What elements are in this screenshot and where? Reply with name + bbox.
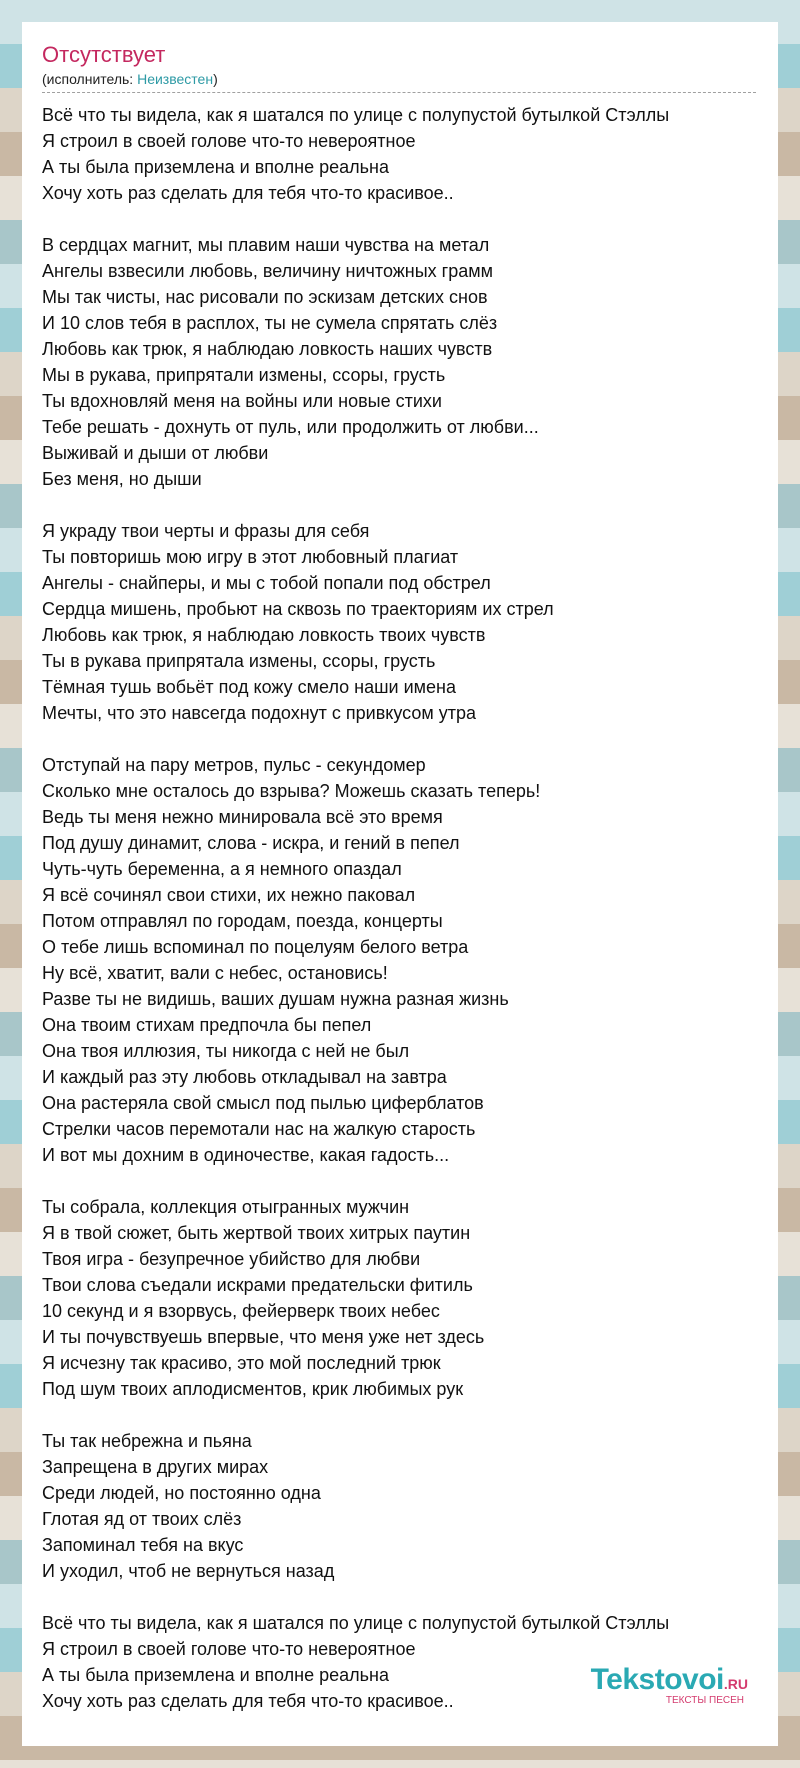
lyric-line: 10 секунд и я взорвусь, фейерверк твоих небес xyxy=(42,1301,440,1321)
logo-wordmark: Tekstovoi xyxy=(590,1663,724,1696)
lyric-line: И уходил, чтоб не вернуться назад xyxy=(42,1561,335,1581)
lyric-line: Запоминал тебя на вкус xyxy=(42,1535,244,1555)
lyric-line: О тебе лишь вспоминал по поцелуям белого ветра xyxy=(42,937,469,957)
performer-suffix: ) xyxy=(213,71,218,87)
lyric-line: В сердцах магнит, мы плавим наши чувства на метал xyxy=(42,235,490,255)
site-logo[interactable] xyxy=(591,1665,748,1706)
performer-line xyxy=(42,70,756,93)
lyric-line: Любовь как трюк, я наблюдаю ловкость наших чувств xyxy=(42,339,493,359)
lyric-line: Она твоим стихам предпочла бы пепел xyxy=(42,1015,372,1035)
lyric-line: Мы в рукава, припрятали измены, ссоры, грусть xyxy=(42,365,446,385)
lyric-line: Без меня, но дыши xyxy=(42,469,202,489)
lyric-line: Я всё сочинял свои стихи, их нежно паковал xyxy=(42,885,416,905)
lyric-line: Ведь ты меня нежно минировала всё это время xyxy=(42,807,443,827)
lyric-line: Хочу хоть раз сделать для тебя что-то красивое.. xyxy=(42,1691,454,1711)
lyric-line: Тебе решать - дохнуть от пуль, или продолжить от любви... xyxy=(42,417,539,437)
lyric-line: Она твоя иллюзия, ты никогда с ней не был xyxy=(42,1041,410,1061)
lyric-line: Среди людей, но постоянно одна xyxy=(42,1483,321,1503)
lyric-line: Она растеряла свой смысл под пылью циферблатов xyxy=(42,1093,484,1113)
lyric-line: И ты почувствуешь впервые, что меня уже нет здесь xyxy=(42,1327,485,1347)
lyric-line: А ты была приземлена и вполне реальна xyxy=(42,1665,389,1685)
lyric-line: Твои слова съедали искрами предательски фитиль xyxy=(42,1275,473,1295)
lyric-line: Запрещена в других мирах xyxy=(42,1457,269,1477)
lyric-line: Я строил в своей голове что-то невероятное xyxy=(42,131,416,151)
lyric-line: Ангелы взвесили любовь, величину ничтожных грамм xyxy=(42,261,494,281)
lyric-line: Отступай на пару метров, пульс - секундомер xyxy=(42,755,426,775)
lyric-line: Под душу динамит, слова - искра, и гений в пепел xyxy=(42,833,460,853)
lyric-line: Мечты, что это навсегда подохнут с привкусом утра xyxy=(42,703,477,723)
logo-tld: .RU xyxy=(723,1676,748,1692)
lyrics-body xyxy=(42,102,758,1714)
stanza-break xyxy=(42,492,758,518)
lyric-line: Я строил в своей голове что-то невероятное xyxy=(42,1639,416,1659)
lyric-line: И 10 слов тебя в расплох, ты не сумела спрятать слёз xyxy=(42,313,498,333)
lyric-line: Глотая яд от твоих слёз xyxy=(42,1509,242,1529)
lyric-line: Хочу хоть раз сделать для тебя что-то красивое.. xyxy=(42,183,454,203)
lyric-line: Ты повторишь мою игру в этот любовный плагиат xyxy=(42,547,459,567)
lyric-line: Ну всё, хватит, вали с небес, остановись! xyxy=(42,963,388,983)
lyric-line: Под шум твоих аплодисментов, крик любимых рук xyxy=(42,1379,464,1399)
lyric-line: Мы так чисты, нас рисовали по эскизам детских снов xyxy=(42,287,488,307)
lyrics-card xyxy=(22,22,778,1746)
lyric-line: Сердца мишень, пробьют на сквозь по траекториям их стрел xyxy=(42,599,554,619)
stanza-break xyxy=(42,726,758,752)
lyric-line: Чуть-чуть беременна, а я немного опаздал xyxy=(42,859,402,879)
lyric-line: Тёмная тушь вобьёт под кожу смело наши имена xyxy=(42,677,456,697)
performer-prefix: (исполнитель: xyxy=(42,71,138,87)
lyric-line: Твоя игра - безупречное убийство для любви xyxy=(42,1249,421,1269)
lyric-line: Ты так небрежна и пьяна xyxy=(42,1431,252,1451)
lyric-line: Ты собрала, коллекция отыгранных мужчин xyxy=(42,1197,410,1217)
performer-link[interactable]: Неизвестен xyxy=(137,71,214,87)
lyric-line: Я в твой сюжет, быть жертвой твоих хитрых паутин xyxy=(42,1223,471,1243)
logo-tagline: ТЕКСТЫ ПЕСЕН xyxy=(665,1695,744,1706)
lyric-line: Сколько мне осталось до взрыва? Можешь сказать теперь! xyxy=(42,781,541,801)
stanza-break xyxy=(42,1402,758,1428)
lyric-line: Ты вдохновляй меня на войны или новые стихи xyxy=(42,391,442,411)
stanza-break xyxy=(42,1168,758,1194)
lyric-line: Я исчезну так красиво, это мой последний трюк xyxy=(42,1353,441,1373)
lyric-line: Ты в рукава припрятала измены, ссоры, грусть xyxy=(42,651,436,671)
stanza-break xyxy=(42,1584,758,1610)
lyric-line: Выживай и дыши от любви xyxy=(42,443,269,463)
lyric-line: Ангелы - снайперы, и мы с тобой попали под обстрел xyxy=(42,573,491,593)
lyric-line: Я украду твои черты и фразы для себя xyxy=(42,521,370,541)
lyric-line: Стрелки часов перемотали нас на жалкую старость xyxy=(42,1119,476,1139)
stanza-break xyxy=(42,206,758,232)
lyric-line: Разве ты не видишь, ваших душам нужна разная жизнь xyxy=(42,989,509,1009)
lyric-line: Всё что ты видела, как я шатался по улице с полупустой бутылкой Стэллы xyxy=(42,1613,670,1633)
lyric-line: И вот мы дохним в одиночестве, какая гадость... xyxy=(42,1145,450,1165)
lyric-line: Всё что ты видела, как я шатался по улице с полупустой бутылкой Стэллы xyxy=(42,105,670,125)
song-title: Отсутствует xyxy=(42,42,166,67)
lyric-line: И каждый раз эту любовь откладывал на завтра xyxy=(42,1067,447,1087)
lyric-line: А ты была приземлена и вполне реальна xyxy=(42,157,389,177)
lyric-line: Любовь как трюк, я наблюдаю ловкость твоих чувств xyxy=(42,625,486,645)
lyric-line: Потом отправлял по городам, поезда, концерты xyxy=(42,911,443,931)
